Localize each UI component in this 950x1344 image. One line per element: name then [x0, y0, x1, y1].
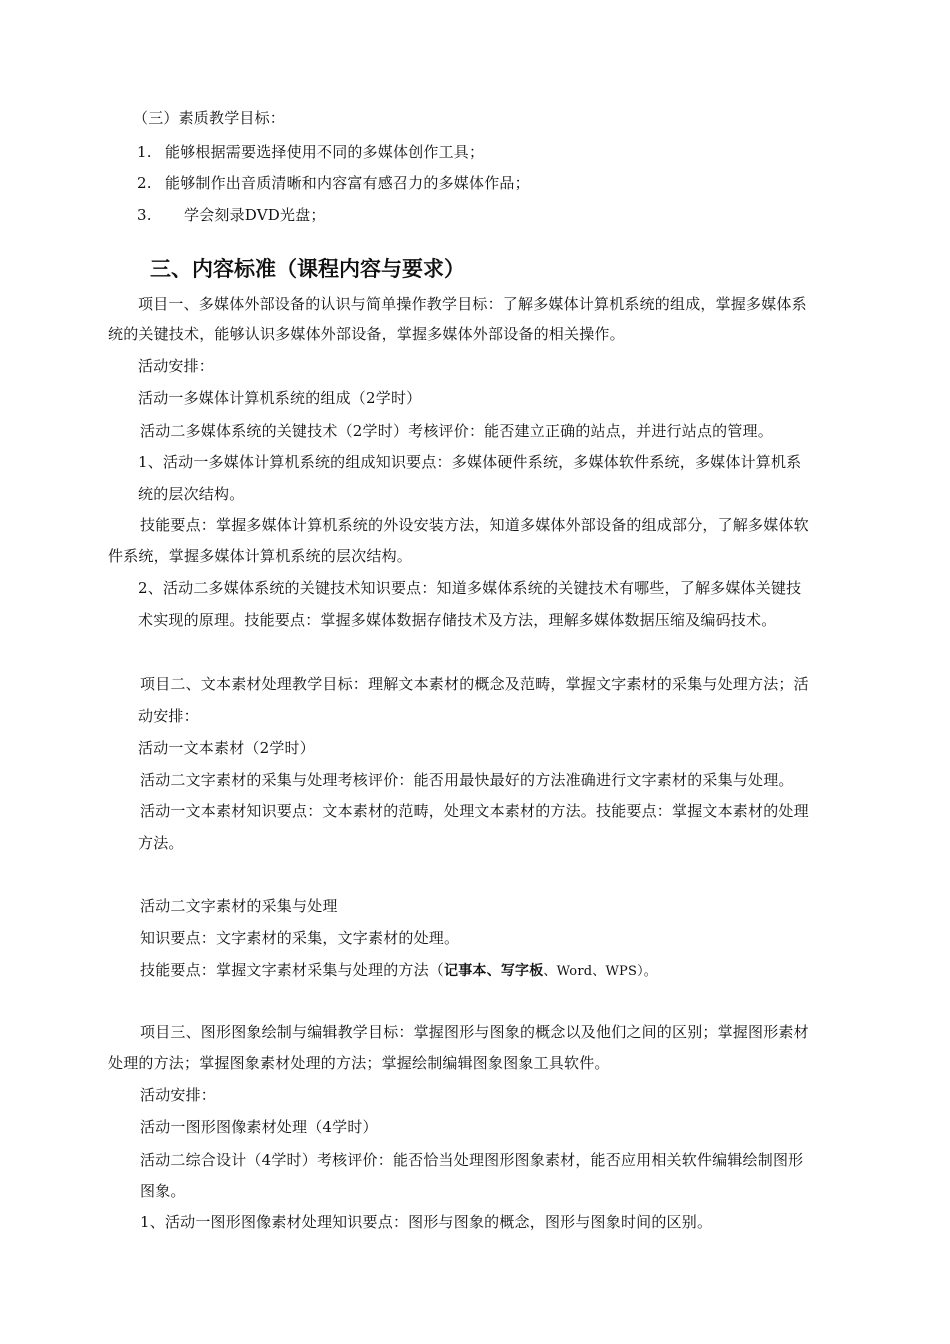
paragraph-line: 术实现的原理。技能要点：掌握多媒体数据存储技术及方法，理解多媒体数据压缩及编码技术。	[138, 611, 777, 629]
paragraph-line: 活动一多媒体计算机系统的组成（2学时）	[138, 389, 422, 407]
paragraph-line: 方法。	[138, 834, 184, 852]
paragraph-line: 活动二综合设计（4学时）考核评价：能否恰当处理图形图象素材，能否应用相关软件编辑绘制图形	[140, 1151, 804, 1169]
list-item-number: 2.	[137, 174, 152, 192]
list-item-number: 1.	[137, 143, 152, 161]
paragraph-line	[140, 960, 657, 982]
paragraph-line: 活动一文本素材知识要点：文本素材的范畴，处理文本素材的方法。技能要点：掌握文本素材的处理	[140, 802, 809, 820]
list-item-number: 3.	[137, 206, 152, 224]
text-run: 技能要点：掌握文字素材采集与处理的方法（	[140, 961, 445, 979]
list-item: 能够制作出音质清晰和内容富有感召力的多媒体作品；	[165, 174, 530, 192]
paragraph-line: 1、活动一多媒体计算机系统的组成知识要点：多媒体硬件系统，多媒体软件系统，多媒体计算机系	[138, 453, 802, 471]
paragraph-line: 项目一、多媒体外部设备的认识与简单操作教学目标：了解多媒体计算机系统的组成，掌握多媒体系	[138, 295, 807, 313]
paragraph-line: 活动安排：	[140, 1086, 217, 1104]
paragraph-line: 动安排：	[138, 707, 199, 725]
section-heading: 三、内容标准（课程内容与要求）	[150, 257, 465, 281]
paragraph-line: 处理的方法；掌握图象素材处理的方法；掌握绘制编辑图象图象工具软件。	[108, 1054, 610, 1072]
section-subtitle: （三）素质教学目标：	[133, 109, 286, 127]
bold-text-run: 记事本、写字板	[444, 963, 544, 979]
paragraph-line: 活动安排：	[138, 357, 215, 375]
paragraph-line: 项目二、文本素材处理教学目标：理解文本素材的概念及范畴，掌握文字素材的采集与处理方法；活	[140, 675, 809, 693]
paragraph-line: 2、活动二多媒体系统的关键技术知识要点：知道多媒体系统的关键技术有哪些，了解多媒体关键技	[138, 579, 802, 597]
paragraph-line: 1、活动一图形图像素材处理知识要点：图形与图象的概念，图形与图象时间的区别。	[140, 1213, 713, 1231]
list-item: 能够根据需要选择使用不同的多媒体创作工具；	[165, 143, 485, 161]
paragraph-line: 活动一文本素材（2学时）	[138, 739, 315, 757]
paragraph-line: 项目三、图形图象绘制与编辑教学目标：掌握图形与图象的概念以及他们之间的区别；掌握图形素材	[140, 1023, 809, 1041]
text-run: 、Word、WPS）。	[543, 964, 657, 979]
paragraph-line: 技能要点：掌握多媒体计算机系统的外设安装方法，知道多媒体外部设备的组成部分，了解多媒体软	[140, 516, 809, 534]
paragraph-line: 统的关键技术，能够认识多媒体外部设备，掌握多媒体外部设备的相关操作。	[108, 325, 625, 343]
paragraph-line: 统的层次结构。	[138, 485, 245, 503]
paragraph-line: 活动二文字素材的采集与处理	[140, 897, 338, 915]
paragraph-line: 图象。	[140, 1182, 186, 1200]
paragraph-line: 件系统，掌握多媒体计算机系统的层次结构。	[108, 547, 413, 565]
paragraph-line: 活动二多媒体系统的关键技术（2学时）考核评价：能否建立正确的站点，并进行站点的管理。	[140, 422, 773, 440]
paragraph-line: 活动一图形图像素材处理（4学时）	[140, 1118, 378, 1136]
paragraph-line: 知识要点：文字素材的采集，文字素材的处理。	[140, 929, 460, 947]
paragraph-line: 活动二文字素材的采集与处理考核评价：能否用最快最好的方法准确进行文字素材的采集与处理。	[140, 771, 794, 789]
list-item: 学会刻录DVD光盘；	[184, 206, 326, 224]
